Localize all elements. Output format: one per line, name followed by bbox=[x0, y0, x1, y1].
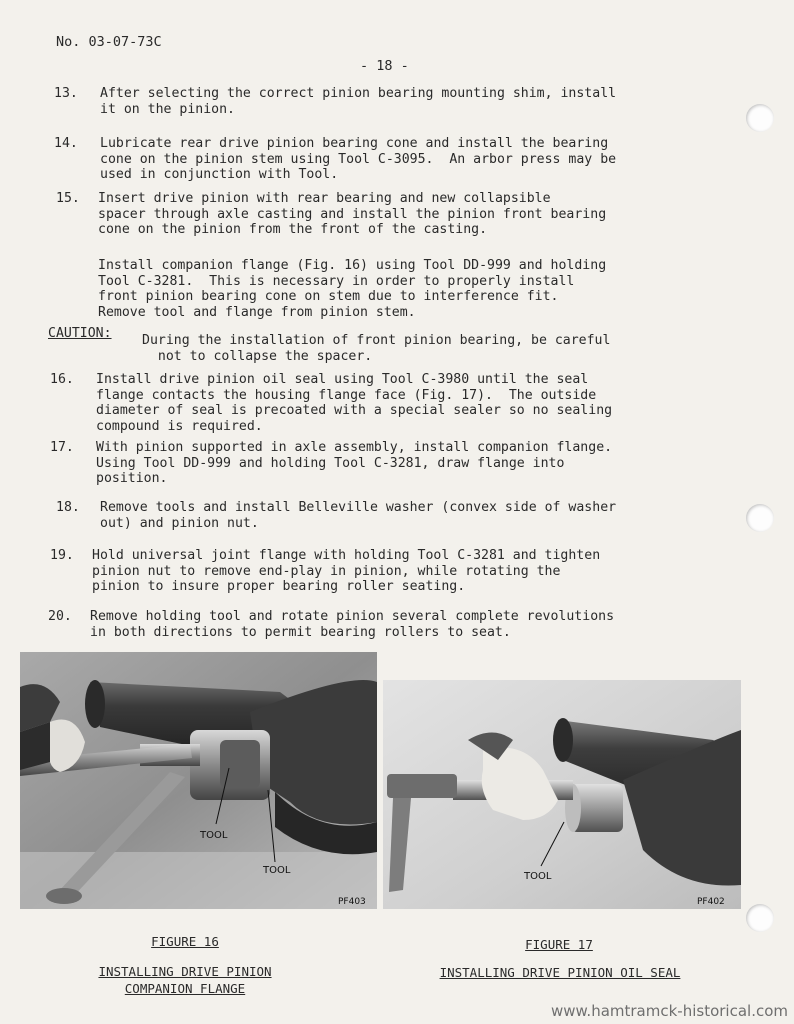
step-number: 16. bbox=[50, 372, 74, 387]
step-text bbox=[96, 372, 612, 434]
step-text bbox=[100, 500, 616, 531]
step-line: spacer through axle casting and install the pinion front bearing bbox=[98, 206, 607, 222]
binder-hole-top bbox=[746, 104, 774, 132]
caution-line: During the installation of front pinion bearing, be careful bbox=[142, 333, 611, 348]
step-line: diameter of seal is precoated with a special sealer so no sealing bbox=[96, 403, 613, 418]
step-number: 20. bbox=[48, 609, 72, 624]
step-text bbox=[90, 609, 614, 640]
figure-16-photo bbox=[20, 652, 377, 909]
step-text bbox=[98, 191, 606, 238]
step-number: 19. bbox=[50, 548, 74, 563]
step-number: 18. bbox=[56, 500, 80, 515]
step-line: Hold universal joint flange with holding Tool C-3281 and tighten bbox=[92, 548, 601, 563]
paragraph-line: Tool C-3281. This is necessary in order to properly install bbox=[98, 273, 575, 289]
figure-17-caption bbox=[395, 964, 725, 981]
step-text bbox=[96, 440, 612, 487]
step-line: cone on the pinion from the front of the casting. bbox=[98, 222, 488, 237]
figure-17-photo-code: PF402 bbox=[697, 897, 725, 907]
step-line: it on the pinion. bbox=[100, 101, 235, 117]
caution-text bbox=[142, 333, 610, 364]
caption-line: INSTALLING DRIVE PINION OIL SEAL bbox=[439, 965, 681, 980]
figure-17-tool-label: TOOL bbox=[524, 871, 552, 882]
step-line: pinion nut to remove end-play in pinion, while rotating the bbox=[92, 563, 561, 579]
step-number: 15. bbox=[56, 191, 80, 206]
document-number: No. 03-07-73C bbox=[56, 34, 162, 50]
figure-17-label: FIGURE 17 bbox=[525, 937, 593, 952]
step-line: in both directions to permit bearing rollers to seat. bbox=[90, 624, 511, 640]
step-line: Insert drive pinion with rear bearing and new collapsible bbox=[98, 191, 551, 206]
paragraph-line: front pinion bearing cone on stem due to interference fit. bbox=[98, 289, 559, 304]
step-line: Remove tools and install Belleville washer (convex side of washer bbox=[100, 500, 617, 515]
step-line: position. bbox=[96, 471, 168, 486]
step-line: pinion to insure proper bearing roller seating. bbox=[92, 579, 466, 594]
caption-line: INSTALLING DRIVE PINION bbox=[98, 964, 272, 979]
step-text bbox=[100, 136, 616, 183]
step-line: flange contacts the housing flange face (Fig. 17). The outside bbox=[96, 387, 597, 403]
site-watermark: www.hamtramck-historical.com bbox=[551, 1002, 788, 1020]
step-number: 17. bbox=[50, 440, 74, 455]
caution-line: not to collapse the spacer. bbox=[142, 348, 373, 364]
binder-hole-middle bbox=[746, 504, 774, 532]
step-line: compound is required. bbox=[96, 418, 263, 434]
step-line: Remove holding tool and rotate pinion several complete revolutions bbox=[90, 609, 615, 624]
page-number: - 18 - bbox=[360, 58, 409, 74]
figure-17-photo bbox=[383, 680, 741, 909]
figure-16-caption bbox=[60, 963, 310, 997]
step-text bbox=[92, 548, 600, 595]
caution-label: CAUTION: bbox=[48, 326, 112, 341]
step-line: cone on the pinion stem using Tool C-3095. An arbor press may be bbox=[100, 151, 617, 167]
paragraph-line: Remove tool and flange from pinion stem. bbox=[98, 304, 416, 320]
paragraph-line: Install companion flange (Fig. 16) using Tool DD-999 and holding bbox=[98, 258, 607, 273]
figure-16-label: FIGURE 16 bbox=[151, 934, 219, 949]
step-line: Lubricate rear drive pinion bearing cone and install the bearing bbox=[100, 136, 609, 151]
figure-16-tool-label-1: TOOL bbox=[200, 830, 228, 841]
step-line: After selecting the correct pinion bearing mounting shim, install bbox=[100, 86, 617, 101]
step-number: 14. bbox=[54, 136, 78, 151]
step-line: out) and pinion nut. bbox=[100, 515, 259, 531]
companion-flange-paragraph bbox=[98, 258, 606, 320]
step-line: used in conjunction with Tool. bbox=[100, 167, 339, 182]
step-line: With pinion supported in axle assembly, install companion flange. bbox=[96, 440, 613, 455]
figure-16-tool-label-2: TOOL bbox=[263, 865, 291, 876]
step-line: Using Tool DD-999 and holding Tool C-3281, draw flange into bbox=[96, 455, 565, 471]
binder-hole-bottom bbox=[746, 904, 774, 932]
step-text bbox=[100, 86, 616, 117]
caption-line: COMPANION FLANGE bbox=[124, 981, 246, 996]
step-number: 13. bbox=[54, 86, 78, 101]
step-line: Install drive pinion oil seal using Tool C-3980 until the seal bbox=[96, 372, 589, 387]
figure-16-photo-code: PF403 bbox=[338, 897, 366, 907]
